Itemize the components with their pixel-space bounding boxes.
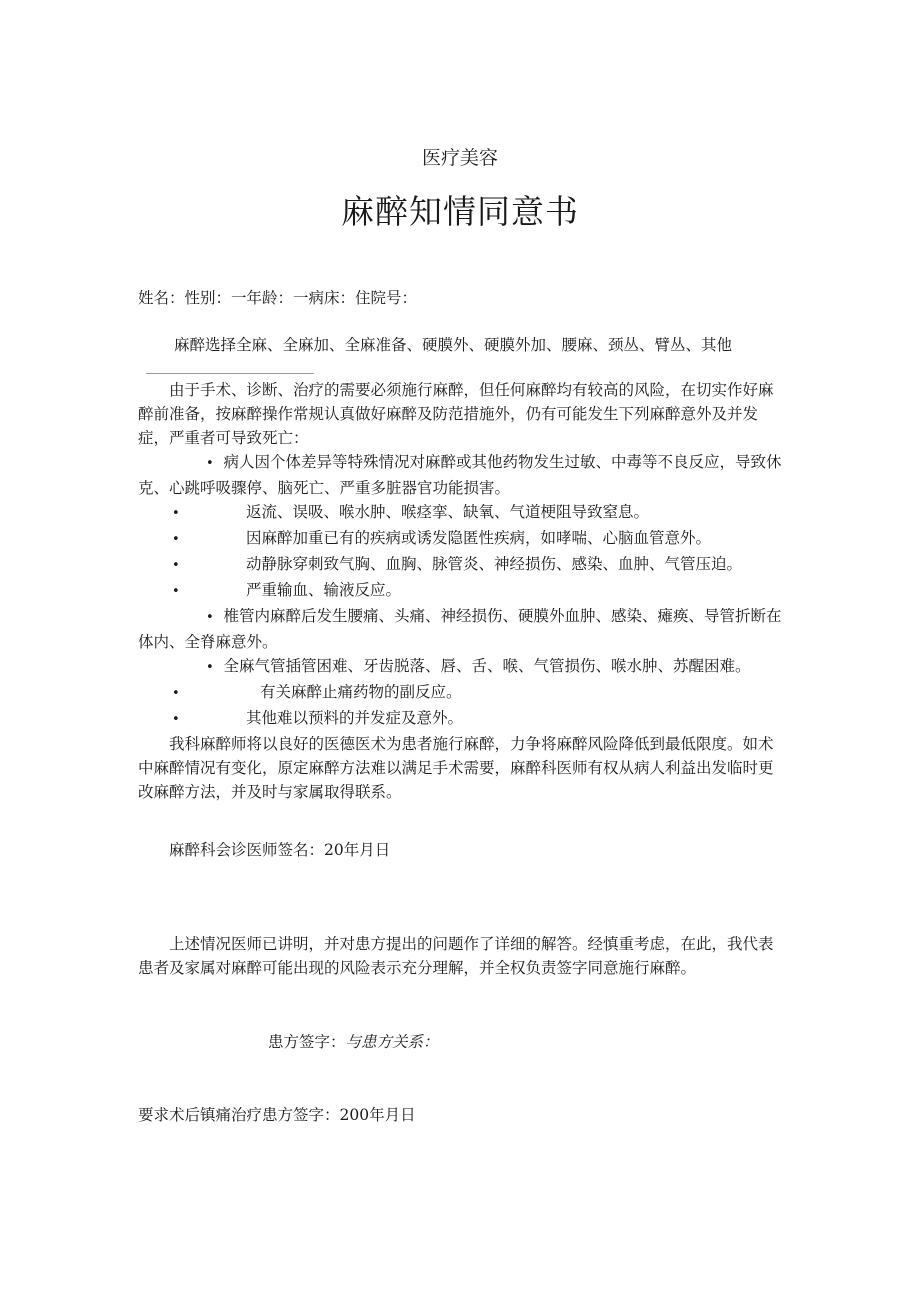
patient-info-line: 姓名：性别：一年龄：一病床：住院号： — [138, 289, 418, 307]
risk-section — [138, 378, 784, 804]
risk-item — [138, 578, 784, 604]
risk-text: 椎管内麻醉后发生腰痛、头痛、神经损伤、硬膜外血肿、感染、瘫痪、导管折断在体内、全脊麻意外。 — [138, 607, 782, 651]
risk-item — [138, 552, 784, 578]
bullet-icon: • — [172, 712, 180, 727]
risk-item — [138, 654, 784, 680]
bullet-icon: • — [172, 558, 180, 573]
risk-item — [138, 604, 784, 654]
doctor-signature-line: 麻醉科会诊医师签名：20年月日 — [169, 841, 391, 859]
risk-text: 其他难以预料的并发症及意外。 — [246, 709, 464, 727]
relation-label: 与患方关系： — [345, 1033, 439, 1051]
patient-signature-line — [268, 1032, 439, 1052]
risk-text: 有关麻醉止痛药物的副反应。 — [260, 683, 462, 701]
form-subtitle: 医疗美容 — [421, 147, 498, 169]
intro-paragraph: 由于手术、诊断、治疗的需要必须施行麻醉，但任何麻醉均有较高的风险，在切实作好麻醉前准备，按麻醉操作常规认真做好麻醉及防范措施外，仍有可能发生下列麻醉意外及并发症，严重者可导致死亡： — [138, 381, 774, 447]
bullet-icon: • — [206, 660, 214, 675]
bullet-icon: • — [206, 456, 214, 471]
bullet-icon: • — [172, 686, 180, 701]
risk-item — [138, 500, 784, 526]
bullet-icon: • — [172, 506, 180, 521]
risk-text: 严重输血、输液反应。 — [246, 581, 402, 599]
analgesia-signature-line: 要求术后镇痛治疗患方签字：200年月日 — [138, 1106, 416, 1124]
bullet-icon: • — [172, 584, 180, 599]
risk-text: 返流、误吸、喉水肿、喉痉挛、缺氧、气道梗阻导致窒息。 — [246, 503, 650, 521]
risk-text: 因麻醉加重已有的疾病或诱发隐匿性疾病，如哮喘、心脑血管意外。 — [246, 529, 712, 547]
risk-item — [138, 706, 784, 732]
risk-item — [138, 526, 784, 552]
form-title: 麻醉知情同意书 — [341, 192, 579, 231]
bullet-icon: • — [206, 610, 214, 625]
consent-paragraph: 上述情况医师已讲明，并对患方提出的问题作了详细的解答。经慎重考虑，在此，我代表患者及家属对麻醉可能出现的风险表示充分理解，并全权负责签字同意施行麻醉。 — [138, 935, 774, 977]
anesthesia-choice-line: 麻醉选择全麻、全麻加、全麻准备、硬膜外、硬膜外加、腰麻、颈丛、臂丛、其他 — [174, 336, 733, 354]
patient-signature-label: 患方签字： — [268, 1033, 346, 1051]
consent-statement — [138, 932, 784, 980]
commitment-paragraph: 我科麻醉师将以良好的医德医术为患者施行麻醉，力争将麻醉风险降低到最低限度。如术中麻醉情况有变化，原定麻醉方法难以满足手术需要，麻醉科医师有权从病人利益出发临时更改麻醉方法，并及时与家属取得联系。 — [138, 735, 774, 801]
risk-text: 病人因个体差异等特殊情况对麻醉或其他药物发生过敏、中毒等不良反应，导致休克、心跳呼吸骤停、脑死亡、严重多脏器官功能损害。 — [138, 453, 782, 497]
risk-text: 全麻气管插管困难、牙齿脱落、唇、舌、喉、气管损伤、喉水肿、苏醒困难。 — [223, 657, 751, 675]
risk-item — [138, 450, 784, 500]
choice-underline — [146, 373, 314, 374]
bullet-icon: • — [172, 532, 180, 547]
risk-text: 动静脉穿刺致气胸、血胸、脉管炎、神经损伤、感染、血肿、气管压迫。 — [246, 555, 743, 573]
risk-item — [138, 680, 784, 706]
